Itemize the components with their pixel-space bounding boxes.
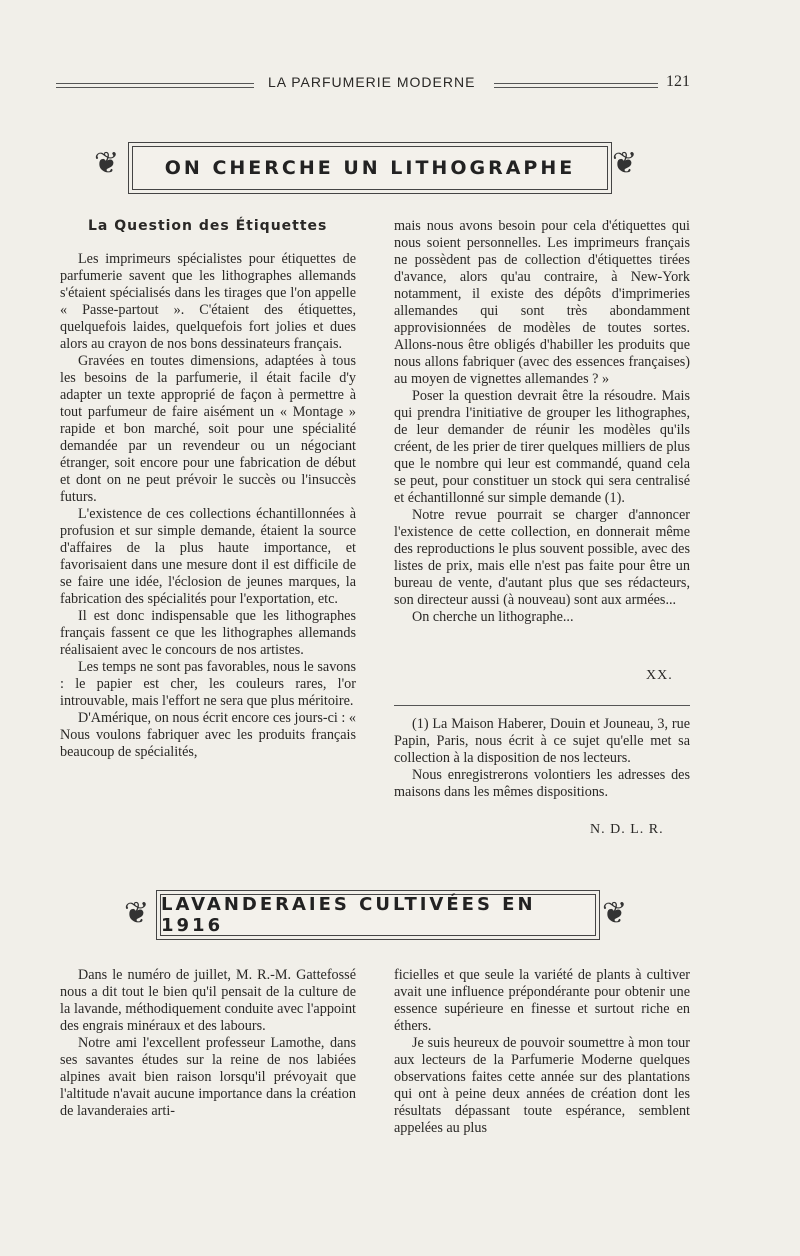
paragraph: mais nous avons besoin pour cela d'étiquettes qui nous soient personnelles. Les imprimeurs français ne possèdent pas de collection d'étiquettes tirées d'avance, alors qu'au contraire, à New-York notamment, il existe des dépôts d'imprimeries allemandes qui sont très abondamment approvisionnées de modèles de toutes sortes. Allons-nous être obligés d'habiller les produits que nous allons fabriquer (avec des essences françaises) au moyen de vignettes allemandes ? » (394, 218, 690, 387)
header-rule-right (494, 83, 658, 88)
ornament-right-icon: ❦ (612, 146, 638, 181)
column-left (60, 967, 356, 1120)
paragraph: D'Amérique, on nous écrit encore ces jours-ci : « Nous voulons fabriquer avec les produits français beaucoup de spécialités, (60, 710, 356, 760)
column-left (60, 251, 356, 761)
article-title: ON CHERCHE UN LITHOGRAPHE (164, 157, 576, 179)
paragraph: Notre ami l'excellent professeur Lamothe, dans ses savantes études sur la reine de nos labiées alpines avait bien raison lorsqu'il prévoyait que l'altitude n'avait aucune importance dans la création de lavanderaies arti- (60, 1035, 356, 1119)
running-header (56, 73, 690, 96)
footnote-text: Nous enregistrerons volontiers les adresses des maisons dans les mêmes dispositions. (394, 767, 690, 800)
column-right (394, 218, 690, 626)
article-banner (160, 894, 596, 936)
paragraph: L'existence de ces collections échantillonnées à profusion et sur simple demande, étaient la source d'affaires de la plus haute importance, et favorisaient dans une mesure dont il est difficile de se faire une idée, l'éclosion de jeunes marques, la fabrication des spécialités pour l'exportation, etc. (60, 506, 356, 607)
article-banner (132, 146, 608, 190)
paragraph: Gravées en toutes dimensions, adaptées à tous les besoins de la parfumerie, il était facile d'y adapter un texte approprié de façon à permettre à tout parfumeur de faire aisément un « Montage » rapide et bon marché, soit pour une spécialité demandée par un revendeur ou un négociant étranger, soit encore pour une fabrication de début et dont on ne peut prévoir le succès ou l'insuccès futurs. (60, 353, 356, 505)
paragraph: Il est donc indispensable que les lithographes français fassent ce que les lithographes allemands réalisaient avec le concours de nos artistes. (60, 608, 356, 658)
paragraph: Je suis heureux de pouvoir soumettre à mon tour aux lecteurs de la Parfumerie Moderne quelques observations faites cette année sur des plantations qui ont à peine deux années de création dont les résultats dépassant toute espérance, semblent appelées au plus (394, 1035, 690, 1136)
editorial-signature: N. D. L. R. (590, 822, 664, 837)
footnote-divider (394, 705, 690, 706)
author-signature: XX. (646, 668, 673, 683)
article-title: LAVANDERAIES CULTIVÉES EN 1916 (161, 894, 536, 936)
ornament-right-icon: ❦ (602, 896, 628, 931)
paragraph: Dans le numéro de juillet, M. R.-M. Gattefossé nous a dit tout le bien qu'il pensait de la culture de la lavande, méthodiquement conduite avec l'appoint des engrais minéraux et des labours. (60, 967, 356, 1034)
paragraph: ficielles et que seule la variété de plants à cultiver avait une influence prépondérante pour obtenir une essence supérieure en finesse et surtout riche en éthers. (394, 967, 690, 1034)
journal-title: LA PARFUMERIE MODERNE (268, 74, 476, 90)
header-rule-left (56, 83, 254, 88)
ornament-left-icon: ❦ (94, 146, 120, 181)
paragraph: On cherche un lithographe... (412, 609, 574, 625)
footnote-text: (1) La Maison Haberer, Douin et Jouneau, 3, rue Papin, Paris, nous écrit à ce sujet qu'elle met sa collection à la disposition de nos lecteurs. (394, 716, 690, 766)
column-right (394, 967, 690, 1137)
paragraph: Les imprimeurs spécialistes pour étiquettes de parfumerie savent que les lithographes allemands s'étaient spécialisés dans les tirages que l'on appelle « Passe-partout ». C'étaient des étiquettes, quelquefois laides, quelquefois fort jolies et dues alors au crayon de nos bons dessinateurs français. (60, 251, 356, 352)
footnote (394, 716, 690, 801)
article-subheading: La Question des Étiquettes (88, 218, 328, 234)
paragraph: Notre revue pourrait se charger d'annoncer l'existence de cette collection, en donnerait même des reproductions le plus souvent possible, avec des listes de prix, mais elle n'est pas faite pour être un bureau de vente, d'autant plus que ses rédacteurs, son directeur aussi (à nouveau) sont aux armées... (394, 507, 690, 608)
paragraph: Poser la question devrait être la résoudre. Mais qui prendra l'initiative de grouper les lithographes, de leur demander de réunir les modèles qu'ils créent, de les prier de tirer quelques milliers de plus que le nombre qui leur est commandé, quand cela se peut, pour constituer un stock qui sera centralisé et échantillonné sur simple demande (1). (394, 388, 690, 506)
paragraph: Les temps ne sont pas favorables, nous le savons : le papier est cher, les couleurs rares, l'or introuvable, mais l'effort ne sera que plus méritoire. (60, 659, 356, 709)
ornament-left-icon: ❦ (124, 896, 150, 931)
page-number: 121 (666, 73, 690, 90)
